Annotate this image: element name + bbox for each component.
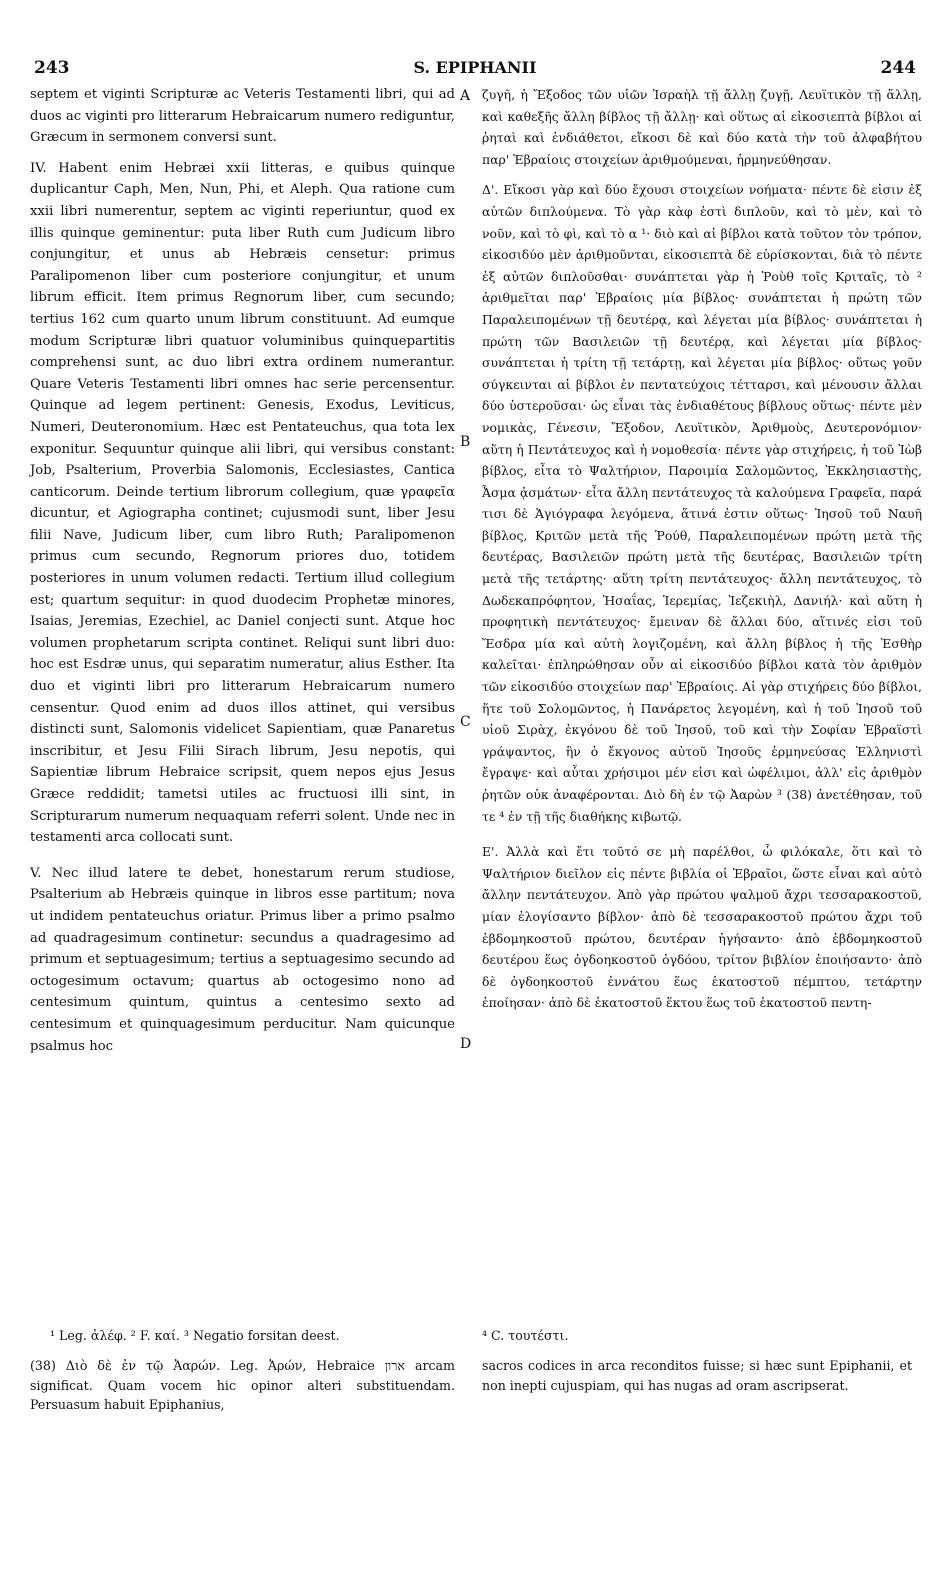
latin-paragraph-3: V. Nec illud latere te debet, honestarum rerum studiose, Psalterium ab Hebræis quinque in libros esse partitum; nova ut indidem pentateuchus oriatur. Primus liber a primo psalmo ad quadragesimum continetur: secundus a quadragesimo ad primum et septuagesimum; tertius a septuagesimo secundo ad octogesimum octavum; quartus ab octogesimo nono ad centesimum quintum, quintus a centesimo sexto ad centesimum et quinquagesimum perducitur. Nam quicunque psalmus hoc (30, 865, 455, 1054)
margin-letter-b: B (460, 434, 471, 450)
footnote-text: ¹ Leg. ἀλέφ. ² F. καί. ³ Negatio forsitan deest. (50, 1328, 340, 1343)
running-title: S. EPIPHANII (413, 58, 537, 77)
latin-paragraph-2: IV. Habent enim Hebræi xxii litteras, e quibus quinque duplicantur Caph, Men, Nun, Phi, et Aleph. Qua ratione cum xxii libri numerentur, septem ac viginti reperiuntur, quod ex illis quinque geminentur: puta liber Ruth cum Judicum libro conjungitur, et unus ab Hebræis censetur: primus Paralipomenon liber cum posteriore conjungitur, et unum librum efficit. Item primus Regnorum liber, cum secundo; tertius 162 cum quarto unum librum constituunt. Ad eumque modum Scripturæ libri quatuor voluminibus quinquepartitis comprehensi sunt, ac duo libri extra ordinem numerantur. Quare Veteris Testamenti libri omnes hac serie percensentur. Quinque ad legem pertinent: Genesis, Exodus, Leviticus, Numeri, Deuteronomium. Hæc est Pentateuchus, qua tota lex exponitur. Sequuntur quinque alii libri, qui versibus constant: Job, Psalterium, Proverbia Salomonis, Ecclesiastes, Cantica canticorum. Deinde tertium librorum collegium, quæ γραφεῖα dicuntur, et Agiographa continet; cujusmodi sunt, liber Jesu filii Nave, Judicum liber, cum libro Ruth; Paralipomenon primus cum secundo, Regnorum priores duo, totidem posteriores in unum volumen redacti. Tertium illud collegium est; quartum sequitur: in quod duodecim Prophetæ minores, Isaias, Jeremias, Ezechiel, ac Daniel conjecti sunt. Atque hoc volumen prophetarum scripta continet. Reliqui sunt libri duo: hoc est Esdræ unus, qui separatim numeratur, alius Esther. Ita duo et viginti libri pro litterarum Hebraicarum numero censentur. Quod enim ad duos illos attinet, qui versibus distincti sunt, Salomonis videlicet Sapientiam, quæ Panaretus inscribitur, et Jesu Filii Sirach librum, Jesu nepotis, qui Sapientiæ librum Hebraice scripsit, quem nepos ejus Jesus Græce reddidit; tametsi utiles ac fructuosi illi sint, in Scripturarum numerum nequaquam referri solent. Unde nec in testamenti arca collocati sunt. (30, 160, 455, 846)
greek-column (482, 84, 922, 1014)
footnote-right-2 (482, 1356, 912, 1395)
margin-letter-c: C (460, 714, 471, 730)
footnote-right-1 (482, 1326, 682, 1346)
margin-letter-d: D (460, 1036, 472, 1052)
running-header (34, 58, 916, 82)
latin-column (30, 84, 455, 1057)
footnote-left-2 (30, 1356, 455, 1415)
footnote-text: ⁴ C. τουτέστι. (482, 1328, 569, 1343)
margin-letter-a: A (460, 88, 471, 104)
footnote-text: (38) Διὸ δὲ ἐν τῷ Ἀαρών. Leg. Ἀρών, Hebraice ארון arcam significat. Quam vocem hic opinor alteri substituendam. Persuasum habuit Epiphanius, (30, 1358, 455, 1412)
greek-paragraph-3: Ε'. Ἀλλὰ καὶ ἔτι τοῦτό σε μὴ παρέλθοι, ὦ φιλόκαλε, ὅτι καὶ τὸ Ψαλτήριον διεῖλον εἰς πέντε βιβλία οἱ Ἑβραῖοι, ὥστε εἶναι καὶ αὐτὸ ἄλλην πεντάτευχον. Ἀπὸ γὰρ πρώτου ψαλμοῦ ἄχρι τεσσαρακοστοῦ, μίαν ἐλογίσαντο βίβλον· ἀπὸ δὲ τεσσαρακοστοῦ πρώτου ἄχρι τοῦ ἑβδομηκοστοῦ πρώτου, δευτέραν ἡγήσαντο· ἀπὸ ἑβδομηκοστοῦ δευτέρου ἕως ὀγδοηκοστοῦ ὀγδόου, τρίτον βιβλίον ἐποιήσαντο· ἀπὸ δὲ ὀγδοηκοστοῦ ἐννάτου ἕως ἑκατοστοῦ πέμπτου, τετάρτην ἐποίησαν· ἀπὸ δὲ ἑκατοστοῦ ἕκτου ἕως τοῦ ἑκατοστοῦ πεντη- (482, 844, 922, 1011)
latin-paragraph-1: septem et viginti Scripturæ ac Veteris Testamenti libri, qui ad duos ac viginti pro litterarum Hebraicarum numero rediguntur, Græcum in sermonem conversi sunt. (30, 87, 455, 146)
greek-paragraph-1: ζυγῆ, ἡ Ἔξοδος τῶν υἱῶν Ἰσραὴλ τῇ ἄλλῃ ζυγῇ, Λευϊτικὸν τῇ ἄλλῃ, καὶ καθεξῆς ἄλλη βίβλος τῇ ἄλλῃ· καὶ οὕτως αἱ εἰκοσιεπτὰ βίβλοι αἱ ῥηταὶ καὶ ἐνδιάθετοι, εἴκοσι δὲ καὶ δύο κατὰ τὴν τοῦ ἀλφαβήτου παρ' Ἑβραίοις στοιχείων ἀριθμούμεναι, ἡρμηνεύθησαν. (482, 87, 922, 167)
greek-paragraph-2: Δ'. Εἴκοσι γὰρ καὶ δύο ἔχουσι στοιχείων νοήματα· πέντε δὲ εἰσιν ἐξ αὐτῶν διπλούμενα. Τὸ γὰρ κὰφ ἐστὶ διπλοῦν, καὶ τὸ μὲν, καὶ τὸ νοῦν, καὶ τὸ φὶ, καὶ τὸ α ¹· διὸ καὶ αἱ βίβλοι κατὰ τοῦτον τὸν τρόπον, εἰκοσιδύο μὲν ἀριθμοῦνται, εἰκοσιεπτὰ δὲ εὑρίσκονται, διὰ τὸ πέντε ἐξ αὐτῶν διπλοῦσθαι· συνάπτεται γὰρ ἡ Ῥοὺθ τοῖς Κριταῖς, τὸ ² ἀριθμεῖται παρ' Ἑβραίοις μία βίβλος· συνάπτεται ἡ πρώτη τῶν Παραλειπομένων τῇ δευτέρᾳ, καὶ λέγεται μία βίβλος· συνάπτεται ἡ πρώτη τῶν Βασιλειῶν τῇ δευτέρᾳ, καὶ λέγεται μία βίβλος· συνάπτεται ἡ τρίτη τῇ τετάρτῃ, καὶ λέγεται μία βίβλος· οὕτως γοῦν σύγκεινται αἱ βίβλοι ἐν πεντατεύχοις τέτταρσι, καὶ μένουσιν ἄλλαι δύο ὑστεροῦσαι· ὡς εἶναι τὰς ἐνδιαθέτους βίβλους οὕτως· πέντε μὲν νομικὰς, Γένεσιν, Ἔξοδον, Λευϊτικὸν, Ἀριθμοὺς, Δευτερονόμιον· αὕτη ἡ Πεντάτευχος καὶ ἡ νομοθεσία· πέντε γὰρ στιχήρεις, ἡ τοῦ Ἰὼβ βίβλος, εἶτα τὸ Ψαλτήριον, Παροιμία Σαλομῶντος, Ἐκκλησιαστὴς, Ἆσμα ᾀσμάτων· εἶτα ἄλλη πεντάτευχος τὰ καλούμενα Γραφεῖα, παρά τισι δὲ Ἁγιόγραφα λεγόμενα, ἅτινά ἐστιν οὕτως· Ἰησοῦ τοῦ Ναυῆ βίβλος, Κριτῶν μετὰ τῆς Ῥούθ, Παραλειπομένων πρώτη μετὰ τῆς δευτέρας, Βασιλειῶν πρώτη μετὰ τῆς δευτέρας, Βασιλειῶν τρίτη μετὰ τῆς τετάρτης· αὕτη τρίτη πεντάτευχος· ἄλλη πεντάτευχος, τὸ Δωδεκαπρόφητον, Ἡσαΐας, Ἱερεμίας, Ἰεζεκιὴλ, Δανιήλ· καὶ αὕτη ἡ προφητικὴ πεντάτευχος· ἔμειναν δὲ ἄλλαι δύο, αἵτινές εἰσι τοῦ Ἔσδρα μία καὶ αὐτὴ λογιζομένη, καὶ ἄλλη βίβλος ἡ τῆς Ἐσθὴρ καλεῖται· ἐπληρώθησαν οὖν αἱ εἰκοσιδύο βίβλοι κατὰ τὸν ἀριθμὸν τῶν εἰκοσιδύο στοιχείων παρ' Ἑβραίοις. Αἱ γὰρ στιχήρεις δύο βίβλοι, ἥτε τοῦ Σολομῶντος, ἡ Πανάρετος λεγομένη, καὶ ἡ τοῦ Ἰησοῦ τοῦ υἱοῦ Σιρὰχ, ἐκγόνου δὲ τοῦ Ἰησοῦ, τοῦ καὶ τὴν Σοφίαν Ἑβραϊστὶ γράψαντος, ἣν ὁ ἔκγονος αὐτοῦ Ἰησοῦς ἑρμηνεύσας Ἑλληνιστὶ ἔγραψε· καὶ αὗται χρήσιμοι μέν εἰσι καὶ ὠφέλιμοι, ἀλλ' εἰς ἀριθμὸν ῥητῶν οὐκ ἀναφέρονται. Διὸ δὴ ἐν τῷ Ἀαρὼν ³ (38) ἀνετέθησαν, τοῦ τε ⁴ ἐν τῇ τῆς διαθήκης κιβωτῷ. (482, 182, 922, 824)
page-number-left: 243 (34, 58, 70, 78)
footnote-text: sacros codices in arca reconditos fuisse; si hæc sunt Epiphanii, et non inepti cujuspiam, qui has nugas ad oram ascripserat. (482, 1358, 912, 1393)
page-number-right: 244 (880, 58, 916, 78)
footnote-left-1 (50, 1326, 450, 1346)
